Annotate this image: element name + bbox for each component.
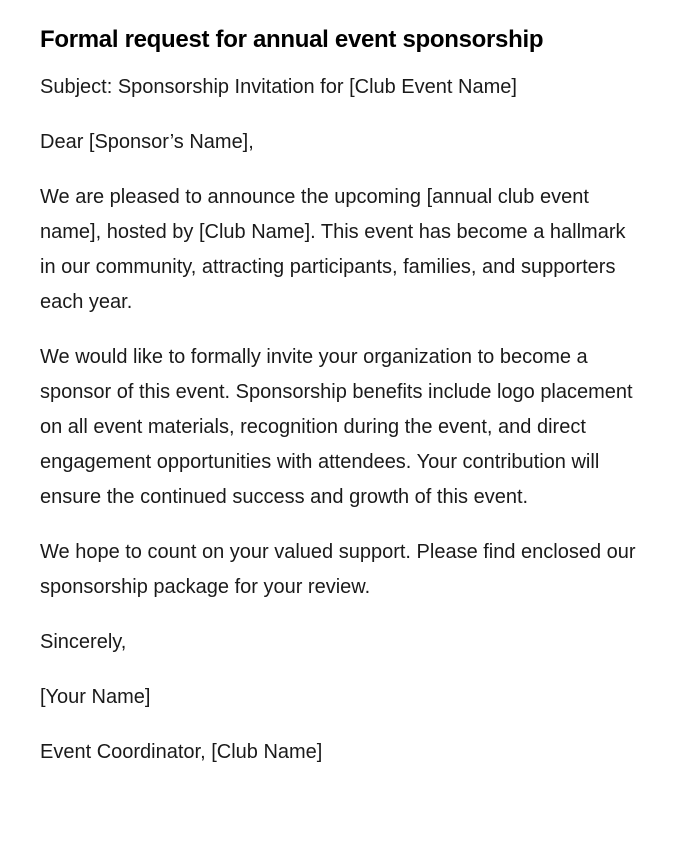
closing-line: Sincerely, [40,631,127,653]
salutation: Dear [Sponsor’s Name], [40,131,254,153]
signer-title: Event Coordinator, [Club Name] [40,741,323,763]
document-title: Formal request for annual event sponsorship [40,26,544,53]
body-paragraph-invitation: We would like to formally invite your organization to become a sponsor of this event. Sponsorship benefits include logo placement on all event materials, recognition during the event, and direct engagement opportunities with attendees. Your contribution will ensure the continued success and growth of this event. [40,346,633,508]
subject-line: Subject: Sponsorship Invitation for [Club Event Name] [40,76,517,98]
signer-name: [Your Name] [40,686,151,708]
letter-page [40,22,640,790]
body-paragraph-intro: We are pleased to announce the upcoming [annual club event name], hosted by [Club Name]. This event has become a hallmark in our community, attracting participants, families, and supporters each year. [40,186,626,313]
body-paragraph-closing-request: We hope to count on your valued support. Please find enclosed our sponsorship package for your review. [40,541,636,598]
